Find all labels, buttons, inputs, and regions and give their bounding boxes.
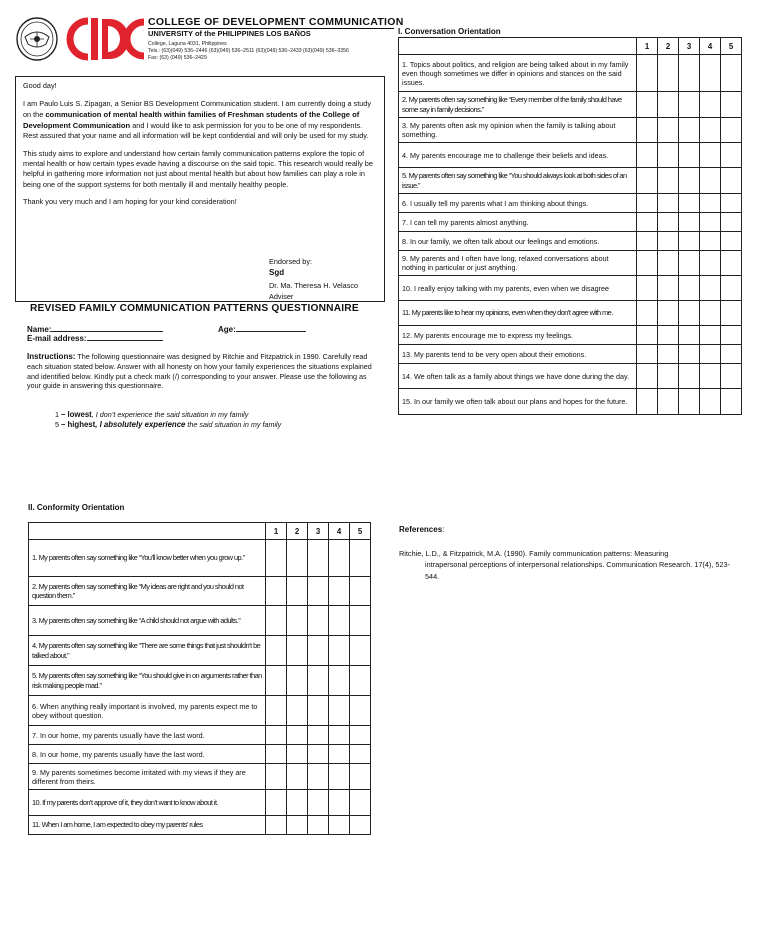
scale-header-2: 2 bbox=[658, 38, 679, 55]
conversation-statement-13: 13. My parents tend to be very open about their emotions. bbox=[399, 345, 637, 364]
conversation-item-1-rating-1-checkbox[interactable] bbox=[637, 55, 658, 92]
table-row bbox=[399, 251, 742, 276]
conversation-item-10-rating-1-checkbox[interactable] bbox=[637, 276, 658, 301]
conformity-item-8-rating-3-checkbox[interactable] bbox=[308, 745, 329, 764]
conversation-item-2-rating-5-checkbox[interactable] bbox=[721, 92, 742, 118]
table-row bbox=[399, 118, 742, 143]
conformity-item-5-rating-1-checkbox[interactable] bbox=[266, 666, 287, 696]
conformity-item-3-rating-3-checkbox[interactable] bbox=[308, 606, 329, 636]
conversation-item-3-rating-5-checkbox[interactable] bbox=[721, 118, 742, 143]
scale-header-4: 4 bbox=[329, 523, 350, 540]
table-row bbox=[29, 636, 371, 666]
reference-entry bbox=[399, 548, 739, 582]
letter-p1-tail: and I would like to ask permission for you to be one of my respondents. Rest assured that your name and all information will be kept confidential and will only be used for my study. bbox=[23, 120, 369, 141]
letter-p1-text: I am Paulo Luis S. Zipagan, a Senior BS Development Communication student. I am currently doing a study on the bbox=[23, 99, 371, 119]
conformity-item-9-rating-2-checkbox[interactable] bbox=[287, 764, 308, 790]
conformity-item-10-rating-5-checkbox[interactable] bbox=[350, 790, 371, 816]
conformity-item-11-rating-3-checkbox[interactable] bbox=[308, 816, 329, 835]
cdc-logo bbox=[62, 15, 146, 63]
conversation-item-10-rating-3-checkbox[interactable] bbox=[679, 276, 700, 301]
conformity-statement-7: 7. In our home, my parents usually have the last word. bbox=[29, 726, 266, 745]
table-row bbox=[399, 232, 742, 251]
conversation-item-8-rating-5-checkbox[interactable] bbox=[721, 232, 742, 251]
endorsed-by-label: Endorsed by: bbox=[269, 257, 312, 266]
conversation-item-6-rating-5-checkbox[interactable] bbox=[721, 194, 742, 213]
table-row bbox=[29, 540, 371, 577]
conversation-item-1-rating-4-checkbox[interactable] bbox=[700, 55, 721, 92]
table-row bbox=[399, 194, 742, 213]
conformity-item-9-rating-1-checkbox[interactable] bbox=[266, 764, 287, 790]
conformity-statement-9: 9. My parents sometimes become irritated with my views if they are different from theirs. bbox=[29, 764, 266, 790]
conversation-item-4-rating-2-checkbox[interactable] bbox=[658, 143, 679, 168]
instructions bbox=[27, 352, 372, 390]
conversation-item-9-rating-2-checkbox[interactable] bbox=[658, 251, 679, 276]
conversation-item-5-rating-3-checkbox[interactable] bbox=[679, 168, 700, 194]
instructions-label: Instructions: bbox=[27, 352, 76, 361]
scale-header-3: 3 bbox=[308, 523, 329, 540]
reference-line-1: Ritchie, L.D., & Fitzpatrick, M.A. (1990). Family communication patterns: Measuring bbox=[399, 549, 669, 558]
conformity-item-5-rating-5-checkbox[interactable] bbox=[350, 666, 371, 696]
conversation-item-6-rating-1-checkbox[interactable] bbox=[637, 194, 658, 213]
reference-line-rest: intrapersonal perceptions of interpersonal relationships. Communication Research. 17(4), 523-544. bbox=[425, 560, 731, 581]
conversation-item-8-rating-4-checkbox[interactable] bbox=[700, 232, 721, 251]
conformity-statement-4: 4. My parents often say something like “There are some things that just shouldn’t be talked about.” bbox=[29, 636, 266, 666]
conversation-item-14-rating-4-checkbox[interactable] bbox=[700, 364, 721, 389]
conversation-item-2-rating-1-checkbox[interactable] bbox=[637, 92, 658, 118]
conformity-item-2-rating-2-checkbox[interactable] bbox=[287, 577, 308, 606]
conversation-item-14-rating-2-checkbox[interactable] bbox=[658, 364, 679, 389]
conformity-statement-10: 10. If my parents don’t approve of it, they don’t want to know about it. bbox=[29, 790, 266, 816]
conformity-item-9-rating-5-checkbox[interactable] bbox=[350, 764, 371, 790]
letter-paragraph-3: Thank you very much and I am hoping for your kind consideration! bbox=[23, 197, 237, 207]
conversation-item-1-rating-5-checkbox[interactable] bbox=[721, 55, 742, 92]
conversation-item-2-rating-3-checkbox[interactable] bbox=[679, 92, 700, 118]
conversation-item-10-rating-4-checkbox[interactable] bbox=[700, 276, 721, 301]
conformity-statement-2: 2. My parents often say something like “My ideas are right and you should not question them.” bbox=[29, 577, 266, 606]
conversation-item-1-rating-2-checkbox[interactable] bbox=[658, 55, 679, 92]
conversation-item-7-rating-5-checkbox[interactable] bbox=[721, 213, 742, 232]
scale-low-num: 1 bbox=[55, 410, 59, 419]
conversation-item-7-rating-1-checkbox[interactable] bbox=[637, 213, 658, 232]
conversation-statement-11: 11. My parents like to hear my opinions, even when they don’t agree with me. bbox=[399, 301, 637, 326]
conformity-statement-8: 8. In our home, my parents usually have the last word. bbox=[29, 745, 266, 764]
conversation-item-3-rating-4-checkbox[interactable] bbox=[700, 118, 721, 143]
conformity-item-1-rating-4-checkbox[interactable] bbox=[329, 540, 350, 577]
conformity-item-4-rating-2-checkbox[interactable] bbox=[287, 636, 308, 666]
scale-low-tail: the said situation in my family bbox=[152, 410, 249, 419]
scale-header-4: 4 bbox=[700, 38, 721, 55]
conversation-item-7-rating-2-checkbox[interactable] bbox=[658, 213, 679, 232]
conversation-heading: I. Conversation Orientation bbox=[398, 27, 501, 36]
conformity-item-1-rating-2-checkbox[interactable] bbox=[287, 540, 308, 577]
conversation-item-2-rating-2-checkbox[interactable] bbox=[658, 92, 679, 118]
age-field[interactable] bbox=[218, 324, 306, 334]
conformity-item-6-rating-5-checkbox[interactable] bbox=[350, 696, 371, 726]
conformity-item-7-rating-4-checkbox[interactable] bbox=[329, 726, 350, 745]
conformity-item-9-rating-3-checkbox[interactable] bbox=[308, 764, 329, 790]
scale-header-2: 2 bbox=[287, 523, 308, 540]
table-row bbox=[29, 666, 371, 696]
conformity-item-5-rating-2-checkbox[interactable] bbox=[287, 666, 308, 696]
conversation-item-15-rating-2-checkbox[interactable] bbox=[658, 389, 679, 415]
conformity-item-8-rating-4-checkbox[interactable] bbox=[329, 745, 350, 764]
conversation-item-15-rating-5-checkbox[interactable] bbox=[721, 389, 742, 415]
conversation-statement-9: 9. My parents and I often have long, relaxed conversations about nothing in particular or just anything. bbox=[399, 251, 637, 276]
conformity-item-7-rating-1-checkbox[interactable] bbox=[266, 726, 287, 745]
table-row bbox=[399, 364, 742, 389]
up-seal-icon bbox=[16, 17, 58, 61]
conversation-item-15-rating-4-checkbox[interactable] bbox=[700, 389, 721, 415]
table-row bbox=[399, 168, 742, 194]
letter-greeting: Good day! bbox=[23, 81, 57, 90]
endorsement bbox=[269, 256, 358, 302]
conformity-item-4-rating-5-checkbox[interactable] bbox=[350, 636, 371, 666]
conformity-item-2-rating-5-checkbox[interactable] bbox=[350, 577, 371, 606]
scale-header-1: 1 bbox=[637, 38, 658, 55]
table-row bbox=[29, 745, 371, 764]
conversation-item-2-rating-4-checkbox[interactable] bbox=[700, 92, 721, 118]
conversation-item-10-rating-2-checkbox[interactable] bbox=[658, 276, 679, 301]
conversation-item-9-rating-4-checkbox[interactable] bbox=[700, 251, 721, 276]
conversation-item-14-rating-5-checkbox[interactable] bbox=[721, 364, 742, 389]
scale-header-1: 1 bbox=[266, 523, 287, 540]
table-row bbox=[29, 790, 371, 816]
email-blank[interactable] bbox=[87, 333, 163, 341]
table-row bbox=[399, 92, 742, 118]
conversation-item-5-rating-1-checkbox[interactable] bbox=[637, 168, 658, 194]
references-heading bbox=[399, 525, 444, 534]
scale-header-5: 5 bbox=[721, 38, 742, 55]
table-row bbox=[399, 276, 742, 301]
conformity-item-6-rating-3-checkbox[interactable] bbox=[308, 696, 329, 726]
conversation-item-12-rating-4-checkbox[interactable] bbox=[700, 326, 721, 345]
college-fax: Fax: (63) (049) 536–2429 bbox=[148, 55, 207, 61]
conversation-item-4-rating-4-checkbox[interactable] bbox=[700, 143, 721, 168]
conversation-item-9-rating-3-checkbox[interactable] bbox=[679, 251, 700, 276]
conversation-item-12-rating-5-checkbox[interactable] bbox=[721, 326, 742, 345]
conformity-statement-1: 1. My parents often say something like “You’ll know better when you grow up.” bbox=[29, 540, 266, 577]
conformity-heading: II. Conformity Orientation bbox=[28, 503, 125, 512]
references-title: References bbox=[399, 525, 443, 534]
conversation-statement-12: 12. My parents encourage me to express my feelings. bbox=[399, 326, 637, 345]
conformity-item-3-rating-5-checkbox[interactable] bbox=[350, 606, 371, 636]
table-row bbox=[399, 143, 742, 168]
conversation-item-11-rating-2-checkbox[interactable] bbox=[658, 301, 679, 326]
conversation-item-3-rating-3-checkbox[interactable] bbox=[679, 118, 700, 143]
conformity-item-5-rating-4-checkbox[interactable] bbox=[329, 666, 350, 696]
conversation-item-8-rating-2-checkbox[interactable] bbox=[658, 232, 679, 251]
conversation-item-13-rating-4-checkbox[interactable] bbox=[700, 345, 721, 364]
conformity-item-3-rating-2-checkbox[interactable] bbox=[287, 606, 308, 636]
conversation-item-3-rating-2-checkbox[interactable] bbox=[658, 118, 679, 143]
conformity-item-11-rating-1-checkbox[interactable] bbox=[266, 816, 287, 835]
adviser-name: Dr. Ma. Theresa H. Velasco bbox=[269, 280, 359, 290]
conformity-item-5-rating-3-checkbox[interactable] bbox=[308, 666, 329, 696]
consent-letter bbox=[15, 76, 385, 302]
age-label: Age: bbox=[218, 325, 236, 334]
letter-paragraph-2: This study aims to explore and understand how certain family communication patterns explore the topic of mental health or how certain types evade having a discourse on the said topic. This research would really be helpful in gathering more information not just about mental health but about how families can play a role in being one of the support systems for both mentally ill and mentally healthy people. bbox=[23, 148, 373, 189]
table-row bbox=[399, 345, 742, 364]
conversation-item-8-rating-1-checkbox[interactable] bbox=[637, 232, 658, 251]
header-blank-cell bbox=[29, 523, 266, 540]
conversation-item-9-rating-5-checkbox[interactable] bbox=[721, 251, 742, 276]
conformity-item-6-rating-2-checkbox[interactable] bbox=[287, 696, 308, 726]
conversation-statement-2: 2. My parents often say something like “Every member of the family should have some say in family decisions.” bbox=[399, 92, 637, 118]
conversation-item-12-rating-2-checkbox[interactable] bbox=[658, 326, 679, 345]
conversation-statement-14: 14. We often talk as a family about things we have done during the day. bbox=[399, 364, 637, 389]
conformity-item-10-rating-3-checkbox[interactable] bbox=[308, 790, 329, 816]
conversation-item-12-rating-1-checkbox[interactable] bbox=[637, 326, 658, 345]
conversation-item-13-rating-3-checkbox[interactable] bbox=[679, 345, 700, 364]
scale-high-desc: , I absolutely experience bbox=[95, 420, 186, 429]
conformity-statement-6: 6. When anything really important is involved, my parents expect me to obey without question. bbox=[29, 696, 266, 726]
conformity-item-2-rating-4-checkbox[interactable] bbox=[329, 577, 350, 606]
letter-paragraph-1 bbox=[23, 99, 377, 141]
scale-low bbox=[55, 410, 248, 419]
conversation-item-13-rating-2-checkbox[interactable] bbox=[658, 345, 679, 364]
conversation-item-11-rating-3-checkbox[interactable] bbox=[679, 301, 700, 326]
table-row bbox=[399, 301, 742, 326]
age-blank[interactable] bbox=[236, 324, 306, 332]
conversation-item-14-rating-1-checkbox[interactable] bbox=[637, 364, 658, 389]
conformity-item-1-rating-3-checkbox[interactable] bbox=[308, 540, 329, 577]
conversation-statement-4: 4. My parents encourage me to challenge their beliefs and ideas. bbox=[399, 143, 637, 168]
conformity-item-10-rating-2-checkbox[interactable] bbox=[287, 790, 308, 816]
conversation-item-11-rating-5-checkbox[interactable] bbox=[721, 301, 742, 326]
college-telephones: Tels.: (63)(049) 536–2446 (63)(049) 536–2511 (63)(049) 536–2433 (63)(049) 536–3356 bbox=[148, 48, 349, 54]
table-row bbox=[399, 55, 742, 92]
conversation-statement-10: 10. I really enjoy talking with my parents, even when we disagree bbox=[399, 276, 637, 301]
signature-sgd: Sgd bbox=[269, 268, 285, 278]
scale-low-desc: , I don’t experience bbox=[91, 410, 153, 419]
references-colon: : bbox=[442, 525, 445, 534]
table-row bbox=[29, 764, 371, 790]
table-row bbox=[399, 213, 742, 232]
conformity-item-1-rating-1-checkbox[interactable] bbox=[266, 540, 287, 577]
conformity-statement-3: 3. My parents often say something like “A child should not argue with adults.” bbox=[29, 606, 266, 636]
conversation-statement-6: 6. I usually tell my parents what I am thinking about things. bbox=[399, 194, 637, 213]
college-name: COLLEGE OF DEVELOPMENT COMMUNICATION bbox=[148, 16, 404, 28]
scale-header-3: 3 bbox=[679, 38, 700, 55]
name-label: Name: bbox=[27, 325, 52, 334]
conversation-item-13-rating-1-checkbox[interactable] bbox=[637, 345, 658, 364]
conformity-item-3-rating-1-checkbox[interactable] bbox=[266, 606, 287, 636]
conversation-item-7-rating-3-checkbox[interactable] bbox=[679, 213, 700, 232]
table-row bbox=[29, 577, 371, 606]
conversation-statement-1: 1. Topics about politics, and religion are being talked about in my family even though sometimes we differ in opinions and stances on the said issues. bbox=[399, 55, 637, 92]
conformity-item-8-rating-5-checkbox[interactable] bbox=[350, 745, 371, 764]
instructions-text: The following questionnaire was designed by Ritchie and Fitzpatrick in 1990. Carefully read each situation stated below. Answer with all honesty on how your family experiences the situations explained and identified below. Kindly put a check mark (/) corresponding to your answer. Please use the following as your guide in answering this questionnaire. bbox=[27, 352, 372, 391]
questionnaire-title: REVISED FAMILY COMMUNICATION PATTERNS QUESTIONNAIRE bbox=[30, 303, 359, 314]
conformity-item-6-rating-1-checkbox[interactable] bbox=[266, 696, 287, 726]
scale-header-row bbox=[29, 523, 371, 540]
conformity-item-8-rating-1-checkbox[interactable] bbox=[266, 745, 287, 764]
conformity-item-3-rating-4-checkbox[interactable] bbox=[329, 606, 350, 636]
university-name: UNIVERSITY of the PHILIPPINES LOS BAÑOS bbox=[148, 29, 311, 38]
letter-p1-bold: communication of mental health within families of Freshman students of the College of Development Communication bbox=[23, 109, 360, 130]
conversation-statement-15: 15. In our family we often talk about our plans and hopes for the future. bbox=[399, 389, 637, 415]
conversation-item-5-rating-5-checkbox[interactable] bbox=[721, 168, 742, 194]
conversation-statement-7: 7. I can tell my parents almost anything. bbox=[399, 213, 637, 232]
conformity-item-4-rating-4-checkbox[interactable] bbox=[329, 636, 350, 666]
conformity-item-2-rating-1-checkbox[interactable] bbox=[266, 577, 287, 606]
conversation-item-4-rating-1-checkbox[interactable] bbox=[637, 143, 658, 168]
conversation-item-8-rating-3-checkbox[interactable] bbox=[679, 232, 700, 251]
conformity-item-1-rating-5-checkbox[interactable] bbox=[350, 540, 371, 577]
conversation-item-11-rating-4-checkbox[interactable] bbox=[700, 301, 721, 326]
conformity-item-6-rating-4-checkbox[interactable] bbox=[329, 696, 350, 726]
conversation-item-6-rating-2-checkbox[interactable] bbox=[658, 194, 679, 213]
conversation-item-10-rating-5-checkbox[interactable] bbox=[721, 276, 742, 301]
table-row bbox=[399, 326, 742, 345]
conversation-item-14-rating-3-checkbox[interactable] bbox=[679, 364, 700, 389]
adviser-title: Adviser bbox=[269, 291, 294, 301]
conversation-statement-8: 8. In our family, we often talk about our feelings and emotions. bbox=[399, 232, 637, 251]
conversation-table bbox=[398, 37, 742, 415]
conversation-item-9-rating-1-checkbox[interactable] bbox=[637, 251, 658, 276]
conformity-item-7-rating-5-checkbox[interactable] bbox=[350, 726, 371, 745]
conversation-item-1-rating-3-checkbox[interactable] bbox=[679, 55, 700, 92]
scale-low-label: – lowest bbox=[61, 410, 92, 419]
conformity-item-10-rating-1-checkbox[interactable] bbox=[266, 790, 287, 816]
scale-header-5: 5 bbox=[350, 523, 371, 540]
conformity-item-11-rating-5-checkbox[interactable] bbox=[350, 816, 371, 835]
conversation-statement-3: 3. My parents often ask my opinion when the family is talking about something. bbox=[399, 118, 637, 143]
conformity-item-2-rating-3-checkbox[interactable] bbox=[308, 577, 329, 606]
conformity-item-11-rating-4-checkbox[interactable] bbox=[329, 816, 350, 835]
email-field[interactable] bbox=[27, 333, 163, 343]
conversation-item-11-rating-1-checkbox[interactable] bbox=[637, 301, 658, 326]
table-row bbox=[399, 389, 742, 415]
conformity-table bbox=[28, 522, 371, 835]
table-row bbox=[29, 816, 371, 835]
name-blank[interactable] bbox=[51, 324, 163, 332]
conversation-item-6-rating-4-checkbox[interactable] bbox=[700, 194, 721, 213]
conversation-item-4-rating-5-checkbox[interactable] bbox=[721, 143, 742, 168]
conversation-item-5-rating-4-checkbox[interactable] bbox=[700, 168, 721, 194]
scale-header-row bbox=[399, 38, 742, 55]
conversation-item-3-rating-1-checkbox[interactable] bbox=[637, 118, 658, 143]
scale-high-num: 5 bbox=[55, 420, 59, 429]
conversation-item-15-rating-3-checkbox[interactable] bbox=[679, 389, 700, 415]
scale-high bbox=[55, 420, 281, 429]
conversation-item-5-rating-2-checkbox[interactable] bbox=[658, 168, 679, 194]
conformity-item-10-rating-4-checkbox[interactable] bbox=[329, 790, 350, 816]
conformity-item-4-rating-3-checkbox[interactable] bbox=[308, 636, 329, 666]
conversation-item-15-rating-1-checkbox[interactable] bbox=[637, 389, 658, 415]
conformity-item-7-rating-3-checkbox[interactable] bbox=[308, 726, 329, 745]
conformity-item-7-rating-2-checkbox[interactable] bbox=[287, 726, 308, 745]
scale-high-label: – highest bbox=[61, 420, 96, 429]
conformity-statement-5: 5. My parents often say something like “You should give in on arguments rather than risk making people mad.” bbox=[29, 666, 266, 696]
header-blank-cell bbox=[399, 38, 637, 55]
college-address: College, Laguna 4031, Philippines bbox=[148, 41, 227, 47]
table-row bbox=[29, 606, 371, 636]
conversation-item-12-rating-3-checkbox[interactable] bbox=[679, 326, 700, 345]
conformity-statement-11: 11. When I am home, I am expected to obey my parents’ rules bbox=[29, 816, 266, 835]
table-row bbox=[29, 726, 371, 745]
table-row bbox=[29, 696, 371, 726]
email-label: E-mail address: bbox=[27, 334, 87, 343]
conversation-item-4-rating-3-checkbox[interactable] bbox=[679, 143, 700, 168]
conformity-item-8-rating-2-checkbox[interactable] bbox=[287, 745, 308, 764]
conversation-item-7-rating-4-checkbox[interactable] bbox=[700, 213, 721, 232]
conformity-item-4-rating-1-checkbox[interactable] bbox=[266, 636, 287, 666]
conformity-item-11-rating-2-checkbox[interactable] bbox=[287, 816, 308, 835]
conversation-statement-5: 5. My parents often say something like “You should always look at both sides of an issue.” bbox=[399, 168, 637, 194]
conversation-item-13-rating-5-checkbox[interactable] bbox=[721, 345, 742, 364]
conversation-item-6-rating-3-checkbox[interactable] bbox=[679, 194, 700, 213]
scale-high-tail: the said situation in my family bbox=[185, 420, 282, 429]
conformity-item-9-rating-4-checkbox[interactable] bbox=[329, 764, 350, 790]
